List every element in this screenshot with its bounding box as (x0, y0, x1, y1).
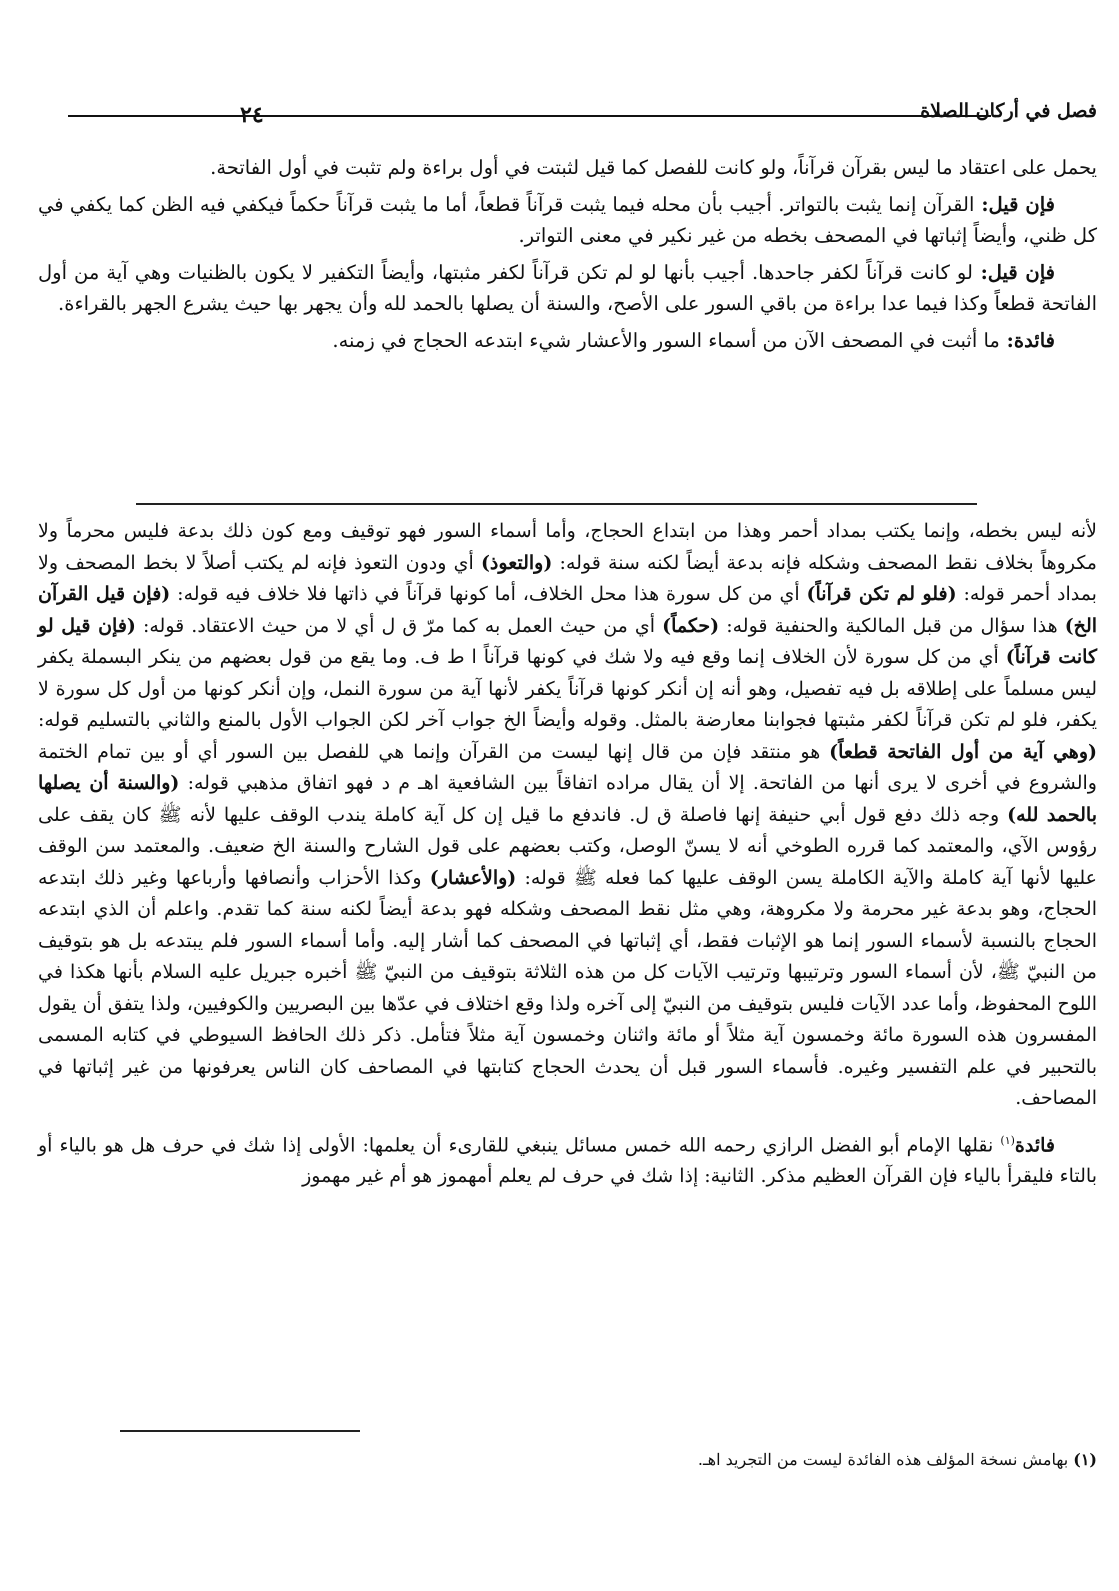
footnote-separator (120, 1430, 360, 1432)
commentary-text: لأنه ليس بخطه، وإنما يكتب بمداد أحمر وهذا من ابتداع الحجاج، وأما أسماء السور فهو توقيف ومع كون ذلك بدعة فليس محرماً ولا مكروهاً بخلاف نقط المصحف وشكله فإنه بدعة أيضاً لكنه سنة قوله: (38, 520, 1097, 574)
main-paragraph-lead: فإن قيل: (972, 261, 1055, 284)
main-paragraph-lead: فائدة: (999, 329, 1055, 352)
quoted-phrase: (فلو لم تكن قرآناً) (806, 583, 957, 605)
main-paragraph-body: ما أثبت في المصحف الآن من أسماء السور والأعشار شيء ابتدعه الحجاج في زمنه. (332, 329, 1000, 352)
running-title: فصل في أركان الصلاة (920, 100, 1097, 122)
quoted-phrase: (وهي آية من أول الفاتحة قطعاً) (829, 740, 1097, 763)
main-paragraph-body: يحمل على اعتقاد ما ليس بقرآن قرآناً، ولو كانت للفصل كما قيل لثبتت في أول براءة ولم تثبت في أول الفاتحة. (210, 156, 1097, 179)
commentary-text: أي من حيث العمل به كما مرّ ق ل أي لا من حيث الاعتقاد. قوله: (135, 614, 663, 637)
main-paragraph (38, 152, 1097, 183)
commentary-text: هذا سؤال من قبل المالكية والحنفية قوله: (719, 614, 1065, 637)
quoted-phrase: (والتعوذ) (480, 551, 553, 574)
footnote-text: بهامش نسخة المؤلف هذه الفائدة ليست من التجريد اهـ. (697, 1450, 1074, 1469)
commentary-paragraph (38, 1125, 1097, 1193)
footnote (38, 1448, 1097, 1472)
commentary (38, 516, 1097, 1193)
quoted-phrase: (فإن قيل القرآن الخ) (38, 583, 1098, 637)
commentary-text: هو منتقد فإن من قال إنها ليست من القرآن وإنما هي للفصل بين السور أي أو بين تمام الختمة والشروع في أخرى لا يرى أنها من الفاتحة. إلا أن يقال مراده اتفاقاً بين الشافعية اهـ م د فهو اتفاق مذهبي قوله: (38, 740, 1097, 794)
main-paragraph-body: القرآن إنما يثبت بالتواتر. أجيب بأن محله فيما يثبت قرآناً قطعاً، أما ما يثبت قرآناً حكماً فيكفي فيه الظن كما يكفي في كل ظني، وأيضاً إثباتها في المصحف بخطه من غير نكير في معنى التواتر. (38, 193, 1097, 247)
quoted-phrase: (فإن قيل لو كانت قرآناً) (38, 614, 1098, 668)
commentary-body: نقلها الإمام أبو الفضل الرازي رحمه الله خمس مسائل ينبغي للقارىء أن يعلمها: الأولى إذا شك في حرف هل هو بالياء أو بالتاء فليقرأ بالياء فإن القرآن العظيم مذكر. الثانية: إذا شك في حرف لم يعلم أمهموز هو أم غير مهموز (38, 1133, 1097, 1188)
page-header (28, 100, 1097, 140)
footnote-reference[interactable]: (١) (1000, 1133, 1015, 1147)
commentary-text: وكذا الأحزاب وأنصافها وأرباعها وغير ذلك ابتدعه الحجاج، وهو بدعة غير محرمة ولا مكروهة، وهي مثل نقط المصحف وشكله فهو بدعة أيضاً لكنه سنة كما تقدم. واعلم أن الذي ابتدعه الحجاج بالنسبة لأسماء السور إنما هو الإثبات فقط، أي إثباتها في المصحف كما أشار إليه. وأما أسماء السور فلم يبتدعه بل هو بتوقيف من النبيّ ﷺ، لأن أسماء السور وترتيبها وترتيب الآيات كل من هذه الثلاثة بتوقيف من النبيّ ﷺ أخبره جبريل عليه السلام بأنها هكذا في اللوح المحفوظ، وأما عدد الآيات فليس بتوقيف من النبيّ إلى آخره ولذا وقع اختلاف في عدّها بين البصريين والكوفيين، ولذا يتفق أن يقول المفسرون هذه السورة مائة وخمسون آية مثلاً أو مائة واثنان وخمسون آية مثلاً فتأمل. ذكر ذلك الحافظ السيوطي في كتابه المسمى بالتحبير في علم التفسير وغيره. فأسماء السور قبل أن يحدث الحجاج كتابتها في المصاحف كان الناس يعرفونها من غير إثباتها في المصاحف. (38, 866, 1097, 1109)
commentary-text: وجه ذلك دفع قول أبي حنيفة إنها فاصلة ق ل. فاندفع ما قيل إن كل آية كاملة يندب الوقف عليها لأنه ﷺ كان يقف على رؤوس الآي، والمعتمد كما قرره الطوخي أنه لا يسنّ الوصل، وكتب بعضهم على قول الشارح والسنة الخ ضعيف. والمعتمد سن الوقف عليها لأنها آية كاملة والآية الكاملة يسن الوقف عليها كما فعله ﷺ قوله: (38, 803, 1098, 889)
quoted-phrase: (حكماً) (662, 614, 720, 637)
section-separator (136, 503, 977, 505)
main-paragraph (38, 257, 1097, 319)
main-paragraph-body: لو كانت قرآناً لكفر جاحدها. أجيب بأنها لو لم تكن قرآناً لكفر مثبتها، وأيضاً التكفير لا يكون بالظنيات وهي آية من أول الفاتحة قطعاً وكذا فيما عدا براءة من باقي السور على الأصح، والسنة أن يصلها بالحمد لله وأن يجهر بها حيث يشرع الجهر بالقراءة. (38, 261, 1097, 315)
commentary-text: أي ودون التعوذ فإنه لم يكتب أصلاً لا بخط المصحف ولا بمداد أحمر قوله: (38, 551, 1097, 605)
quoted-phrase: (والأعشار) (429, 866, 517, 889)
commentary-text: أي من كل سورة لأن الخلاف إنما وقع فيه ولا شك في كونها قرآناً ا ط ف. وما يقع من قول بعضهم من ينكر البسملة يكفر ليس مسلماً على إطلاقه بل فيه تفصيل، وهو أنه إن أنكر كونها قرآناً يكفر لأنها آية من سورة النمل، وإن أنكر كونها من أول كل سورة لا يكفر، فلو لم تكن قرآناً لكفر مثبتها فجوابنا معارضة بالمثل. وقوله وأيضاً الخ جواب آخر لكن الجواب الأول بالمنع والثاني بالتسليم قوله: (38, 646, 1097, 731)
quoted-phrase: (والسنة أن يصلها بالحمد لله) (38, 772, 1097, 826)
main-paragraph (38, 189, 1097, 251)
commentary-text: أي من كل سورة هذا محل الخلاف، أما كونها قرآناً في ذاتها فلا خلاف فيه قوله: (170, 583, 807, 605)
main-text (38, 152, 1097, 362)
main-paragraph (38, 325, 1097, 356)
main-paragraph-lead: فإن قيل: (974, 193, 1055, 216)
page-number: ٢٤ (240, 102, 264, 128)
footnote-line (38, 1448, 1097, 1472)
commentary-paragraph (38, 516, 1097, 1115)
header-rule (68, 115, 991, 117)
footnote-marker: (١) (1073, 1450, 1097, 1469)
commentary-lead: فائدة (1014, 1133, 1055, 1156)
